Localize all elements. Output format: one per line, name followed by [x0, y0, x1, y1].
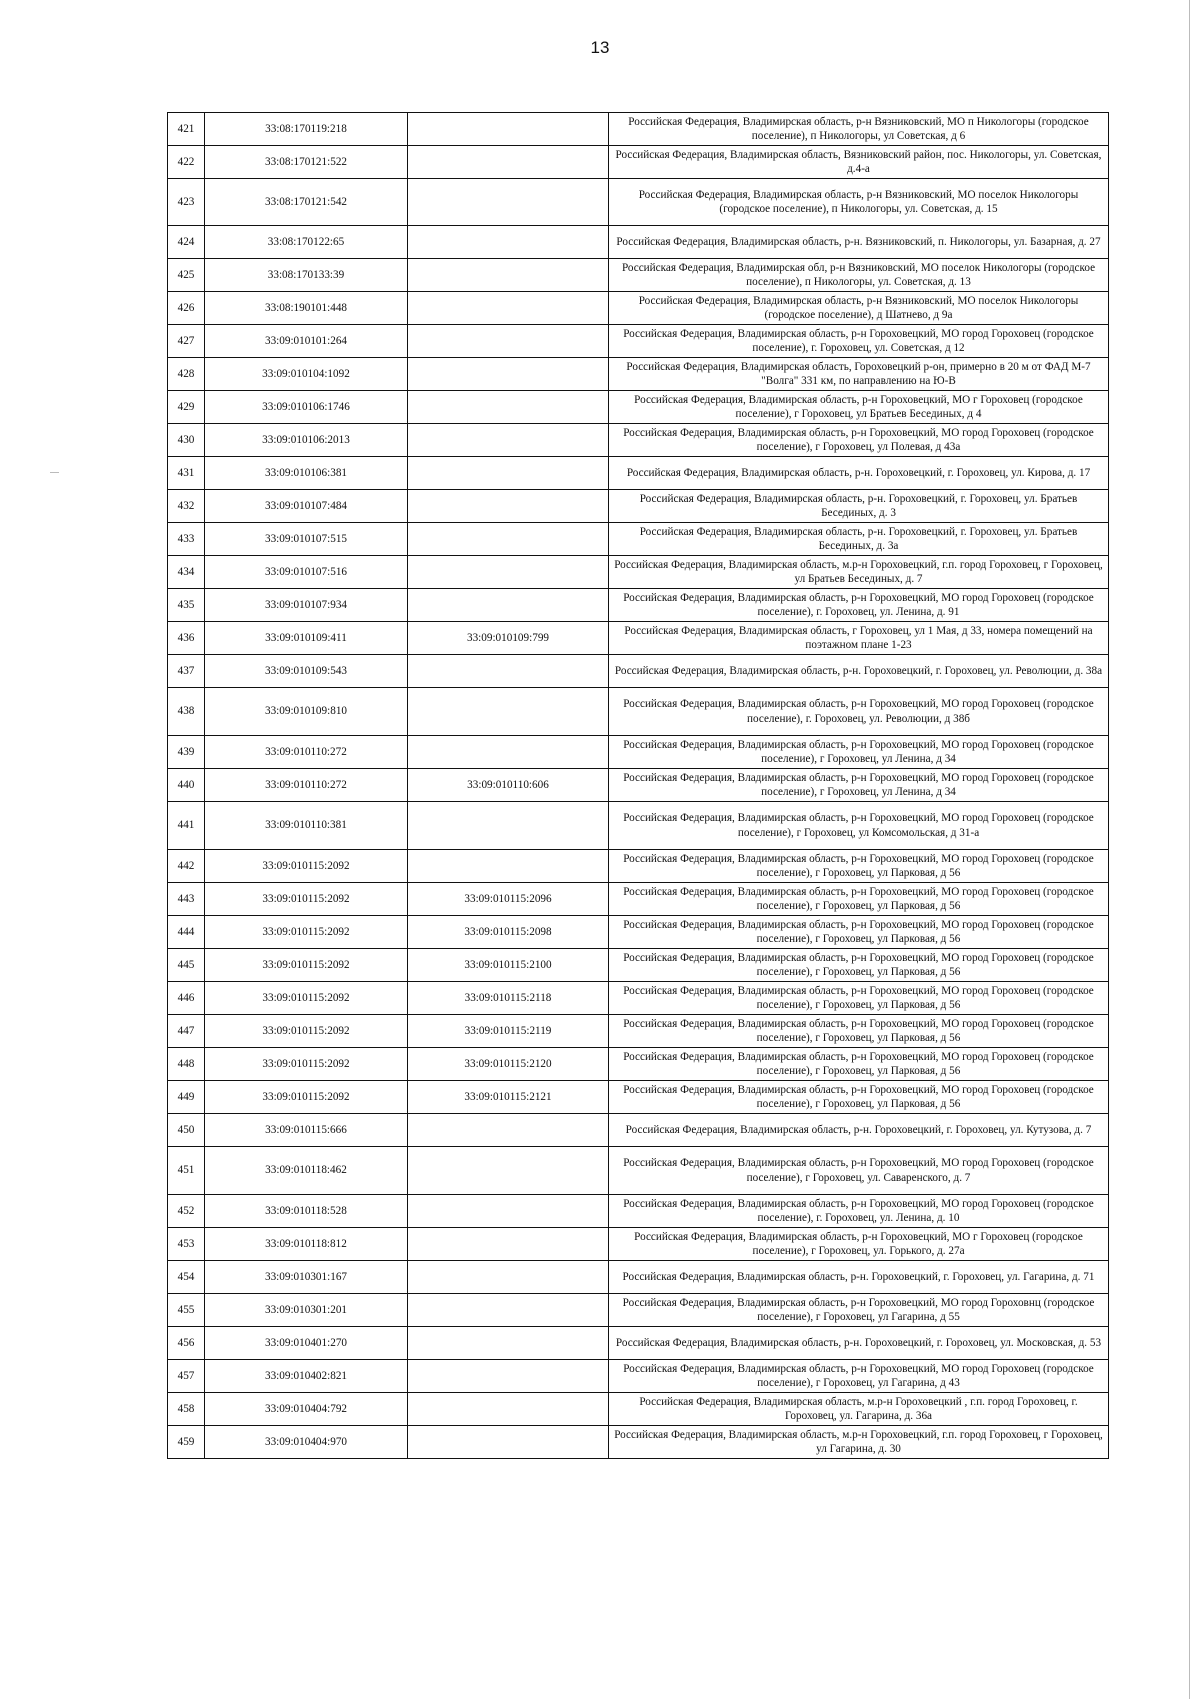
premises-cadastral-number-cell [408, 850, 609, 883]
premises-cadastral-number-cell: 33:09:010115:2119 [408, 1015, 609, 1048]
registry-table [167, 112, 1109, 1459]
address-cell: Российская Федерация, Владимирская область, р-н. Гороховецкий, г. Гороховец, ул. Московская, д. 53 [609, 1327, 1109, 1360]
premises-cadastral-number-cell: 33:09:010115:2118 [408, 982, 609, 1015]
row-number-cell: 430 [168, 424, 205, 457]
address-cell: Российская Федерация, Владимирская область, р-н Гороховецкий, МО город Гороховец (городское поселение), г Гороховец, ул Парковая, д 56 [609, 883, 1109, 916]
premises-cadastral-number-cell [408, 1360, 609, 1393]
cadastral-number-cell: 33:09:010109:411 [205, 622, 408, 655]
address-cell: Российская Федерация, Владимирская область, м.р-н Гороховецкий, г.п. город Гороховец, г Гороховец, ул Братьев Бесединых, д. 7 [609, 556, 1109, 589]
address-cell: Российская Федерация, Владимирская область, Гороховецкий р-он, примерно в 20 м от ФАД М-7 "Волга" 331 км, по направлению на Ю-В [609, 358, 1109, 391]
table-row [168, 292, 1109, 325]
premises-cadastral-number-cell: 33:09:010115:2120 [408, 1048, 609, 1081]
cadastral-number-cell: 33:09:010106:1746 [205, 391, 408, 424]
address-cell: Российская Федерация, Владимирская область, р-н Гороховецкий, МО город Гороховец (городское поселение), г. Гороховец, ул. Революции, д 38б [609, 688, 1109, 736]
premises-cadastral-number-cell: 33:09:010115:2096 [408, 883, 609, 916]
address-cell: Российская Федерация, Владимирская область, р-н Гороховецкий, МО город Гороховец (городское поселение), г Гороховец, ул Комсомольская, д 31-а [609, 802, 1109, 850]
premises-cadastral-number-cell [408, 1393, 609, 1426]
table-row [168, 1147, 1109, 1195]
premises-cadastral-number-cell [408, 523, 609, 556]
table-row [168, 688, 1109, 736]
table-row [168, 769, 1109, 802]
premises-cadastral-number-cell [408, 1327, 609, 1360]
address-cell: Российская Федерация, Владимирская область, р-н Гороховецкий, МО город Гороховец (городское поселение), г Гороховец, ул Парковая, д 56 [609, 1015, 1109, 1048]
table-row [168, 146, 1109, 179]
row-number-cell: 454 [168, 1261, 205, 1294]
row-number-cell: 447 [168, 1015, 205, 1048]
table-row [168, 1360, 1109, 1393]
row-number-cell: 452 [168, 1195, 205, 1228]
address-cell: Российская Федерация, Владимирская область, р-н Гороховецкий, МО город Гороховец (городское поселение), г. Гороховец, ул. Советская, д 12 [609, 325, 1109, 358]
cadastral-number-cell: 33:09:010106:2013 [205, 424, 408, 457]
table-row [168, 802, 1109, 850]
table-row [168, 655, 1109, 688]
row-number-cell: 438 [168, 688, 205, 736]
cadastral-number-cell: 33:09:010115:2092 [205, 1081, 408, 1114]
row-number-cell: 422 [168, 146, 205, 179]
premises-cadastral-number-cell [408, 802, 609, 850]
table-row [168, 457, 1109, 490]
premises-cadastral-number-cell: 33:09:010115:2098 [408, 916, 609, 949]
address-cell: Российская Федерация, Владимирская область, м.р-н Гороховецкий , г.п. город Гороховец, г. Гороховец, ул. Гагарина, д. 36а [609, 1393, 1109, 1426]
cadastral-number-cell: 33:09:010401:270 [205, 1327, 408, 1360]
address-cell: Российская Федерация, Владимирская область, р-н Гороховецкий, МО город Гороховец (городское поселение), г Гороховец, ул Парковая, д 56 [609, 850, 1109, 883]
row-number-cell: 444 [168, 916, 205, 949]
premises-cadastral-number-cell [408, 655, 609, 688]
premises-cadastral-number-cell: 33:09:010115:2121 [408, 1081, 609, 1114]
row-number-cell: 424 [168, 226, 205, 259]
table-row [168, 325, 1109, 358]
cadastral-number-cell: 33:08:170121:522 [205, 146, 408, 179]
cadastral-number-cell: 33:09:010115:2092 [205, 850, 408, 883]
row-number-cell: 428 [168, 358, 205, 391]
address-cell: Российская Федерация, Владимирская область, р-н Гороховецкий, МО город Гороховец (городское поселение), г Гороховец, ул Парковая, д 56 [609, 982, 1109, 1015]
address-cell: Российская Федерация, Владимирская область, р-н Гороховецкий, МО город Гороховнц (городское поселение), г Гороховец, ул Гагарина, д 55 [609, 1294, 1109, 1327]
cadastral-number-cell: 33:09:010115:2092 [205, 949, 408, 982]
table-row [168, 1015, 1109, 1048]
address-cell: Российская Федерация, Владимирская область, р-н Вязниковский, МО поселок Никологоры (городское поселение), п Никологоры, ул. Советская, д. 15 [609, 179, 1109, 226]
address-cell: Российская Федерация, Владимирская область, р-н Гороховецкий, МО город Гороховец (городское поселение), г. Гороховец, ул. Ленина, д. 10 [609, 1195, 1109, 1228]
cadastral-number-cell: 33:08:170122:65 [205, 226, 408, 259]
row-number-cell: 433 [168, 523, 205, 556]
table-row [168, 1228, 1109, 1261]
table-row [168, 1426, 1109, 1459]
address-cell: Российская Федерация, Владимирская область, р-н Вязниковский, МО поселок Никологоры (городское поселение), д Шатнево, д 9а [609, 292, 1109, 325]
cadastral-number-cell: 33:08:170121:542 [205, 179, 408, 226]
premises-cadastral-number-cell [408, 736, 609, 769]
row-number-cell: 442 [168, 850, 205, 883]
cadastral-number-cell: 33:09:010118:528 [205, 1195, 408, 1228]
cadastral-number-cell: 33:09:010107:516 [205, 556, 408, 589]
row-number-cell: 421 [168, 113, 205, 146]
row-number-cell: 426 [168, 292, 205, 325]
address-cell: Российская Федерация, Владимирская обл, р-н Вязниковский, МО поселок Никологоры (городское поселение), п Никологоры, ул. Советская, д. 13 [609, 259, 1109, 292]
address-cell: Российская Федерация, Владимирская область, р-н Гороховецкий, МО г Гороховец (городское поселение), г Гороховец, ул Братьев Бесединых, д 4 [609, 391, 1109, 424]
table-row [168, 949, 1109, 982]
row-number-cell: 459 [168, 1426, 205, 1459]
table-row [168, 1195, 1109, 1228]
row-number-cell: 453 [168, 1228, 205, 1261]
premises-cadastral-number-cell [408, 1294, 609, 1327]
address-cell: Российская Федерация, Владимирская область, м.р-н Гороховецкий, г.п. город Гороховец, г Гороховец, ул Гагарина, д. 30 [609, 1426, 1109, 1459]
cadastral-number-cell: 33:09:010301:167 [205, 1261, 408, 1294]
row-number-cell: 425 [168, 259, 205, 292]
table-row [168, 490, 1109, 523]
table-row [168, 179, 1109, 226]
table-row [168, 883, 1109, 916]
table-row [168, 113, 1109, 146]
table-row [168, 556, 1109, 589]
address-cell: Российская Федерация, Владимирская область, р-н Гороховецкий, МО город Гороховец (городское поселение), г Гороховец, ул Ленина, д 34 [609, 736, 1109, 769]
table-row [168, 1048, 1109, 1081]
address-cell: Российская Федерация, Владимирская область, р-н Гороховецкий, МО город Гороховец (городское поселение), г Гороховец, ул Ленина, д 34 [609, 769, 1109, 802]
cadastral-number-cell: 33:09:010115:666 [205, 1114, 408, 1147]
table-row [168, 1081, 1109, 1114]
premises-cadastral-number-cell [408, 1147, 609, 1195]
address-cell: Российская Федерация, Владимирская область, р-н. Вязниковский, п. Никологоры, ул. Базарная, д. 27 [609, 226, 1109, 259]
page-number: 13 [590, 38, 610, 57]
cadastral-number-cell: 33:09:010109:810 [205, 688, 408, 736]
row-number-cell: 455 [168, 1294, 205, 1327]
premises-cadastral-number-cell [408, 292, 609, 325]
cadastral-number-cell: 33:09:010107:484 [205, 490, 408, 523]
cadastral-number-cell: 33:09:010115:2092 [205, 1015, 408, 1048]
premises-cadastral-number-cell [408, 226, 609, 259]
cadastral-number-cell: 33:09:010104:1092 [205, 358, 408, 391]
premises-cadastral-number-cell [408, 113, 609, 146]
premises-cadastral-number-cell [408, 424, 609, 457]
cadastral-number-cell: 33:09:010115:2092 [205, 916, 408, 949]
cadastral-number-cell: 33:09:010404:970 [205, 1426, 408, 1459]
address-cell: Российская Федерация, Владимирская область, р-н. Гороховецкий, г. Гороховец, ул. Революции, д. 38а [609, 655, 1109, 688]
cadastral-number-cell: 33:09:010101:264 [205, 325, 408, 358]
table-row [168, 424, 1109, 457]
row-number-cell: 450 [168, 1114, 205, 1147]
premises-cadastral-number-cell: 33:09:010109:799 [408, 622, 609, 655]
scan-edge-line [1189, 0, 1190, 1699]
row-number-cell: 436 [168, 622, 205, 655]
row-number-cell: 448 [168, 1048, 205, 1081]
address-cell: Российская Федерация, Владимирская область, р-н Гороховецкий, МО город Гороховец (городское поселение), г. Гороховец, ул. Ленина, д. 91 [609, 589, 1109, 622]
premises-cadastral-number-cell [408, 325, 609, 358]
row-number-cell: 439 [168, 736, 205, 769]
row-number-cell: 440 [168, 769, 205, 802]
premises-cadastral-number-cell [408, 259, 609, 292]
table-row [168, 226, 1109, 259]
row-number-cell: 427 [168, 325, 205, 358]
premises-cadastral-number-cell [408, 146, 609, 179]
address-cell: Российская Федерация, Владимирская область, г Гороховец, ул 1 Мая, д 33, номера помещений на поэтажном плане 1-23 [609, 622, 1109, 655]
cadastral-number-cell: 33:09:010301:201 [205, 1294, 408, 1327]
premises-cadastral-number-cell [408, 457, 609, 490]
cadastral-number-cell: 33:08:190101:448 [205, 292, 408, 325]
scan-mark [50, 472, 59, 473]
registry-table-body [168, 113, 1109, 1459]
cadastral-number-cell: 33:09:010402:821 [205, 1360, 408, 1393]
row-number-cell: 429 [168, 391, 205, 424]
address-cell: Российская Федерация, Владимирская область, р-н. Гороховецкий, г. Гороховец, ул. Гагарина, д. 71 [609, 1261, 1109, 1294]
table-row [168, 523, 1109, 556]
cadastral-number-cell: 33:09:010404:792 [205, 1393, 408, 1426]
table-row [168, 358, 1109, 391]
premises-cadastral-number-cell [408, 688, 609, 736]
table-row [168, 1261, 1109, 1294]
cadastral-number-cell: 33:08:170119:218 [205, 113, 408, 146]
premises-cadastral-number-cell [408, 391, 609, 424]
cadastral-number-cell: 33:09:010115:2092 [205, 883, 408, 916]
premises-cadastral-number-cell [408, 1261, 609, 1294]
address-cell: Российская Федерация, Владимирская область, р-н Гороховецкий, МО город Гороховец (городское поселение), г Гороховец, ул Гагарина, д 43 [609, 1360, 1109, 1393]
table-row [168, 982, 1109, 1015]
cadastral-number-cell: 33:08:170133:39 [205, 259, 408, 292]
table-row [168, 622, 1109, 655]
address-cell: Российская Федерация, Владимирская область, р-н Вязниковский, МО п Никологоры (городское поселение), п Никологоры, ул Советская, д 6 [609, 113, 1109, 146]
row-number-cell: 434 [168, 556, 205, 589]
cadastral-number-cell: 33:09:010106:381 [205, 457, 408, 490]
row-number-cell: 445 [168, 949, 205, 982]
address-cell: Российская Федерация, Владимирская область, р-н Гороховецкий, МО город Гороховец (городское поселение), г Гороховец, ул Парковая, д 56 [609, 1048, 1109, 1081]
address-cell: Российская Федерация, Владимирская область, р-н Гороховецкий, МО город Гороховец (городское поселение), г Гороховец, ул Парковая, д 56 [609, 949, 1109, 982]
cadastral-number-cell: 33:09:010110:272 [205, 769, 408, 802]
table-row [168, 850, 1109, 883]
premises-cadastral-number-cell [408, 556, 609, 589]
row-number-cell: 446 [168, 982, 205, 1015]
premises-cadastral-number-cell [408, 358, 609, 391]
premises-cadastral-number-cell [408, 589, 609, 622]
row-number-cell: 435 [168, 589, 205, 622]
premises-cadastral-number-cell: 33:09:010110:606 [408, 769, 609, 802]
premises-cadastral-number-cell: 33:09:010115:2100 [408, 949, 609, 982]
table-row [168, 1294, 1109, 1327]
row-number-cell: 431 [168, 457, 205, 490]
address-cell: Российская Федерация, Владимирская область, р-н Гороховецкий, МО город Гороховец (городское поселение), г Гороховец, ул Парковая, д 56 [609, 1081, 1109, 1114]
address-cell: Российская Федерация, Владимирская область, р-н. Гороховецкий, г. Гороховец, ул. Братьев Бесединых, д. 3 [609, 490, 1109, 523]
cadastral-number-cell: 33:09:010118:462 [205, 1147, 408, 1195]
row-number-cell: 457 [168, 1360, 205, 1393]
premises-cadastral-number-cell [408, 490, 609, 523]
table-row [168, 1114, 1109, 1147]
address-cell: Российская Федерация, Владимирская область, Вязниковский район, пос. Никологоры, ул. Советская, д.4-а [609, 146, 1109, 179]
cadastral-number-cell: 33:09:010107:515 [205, 523, 408, 556]
address-cell: Российская Федерация, Владимирская область, р-н. Гороховецкий, г. Гороховец, ул. Кирова, д. 17 [609, 457, 1109, 490]
table-row [168, 736, 1109, 769]
address-cell: Российская Федерация, Владимирская область, р-н. Гороховецкий, г. Гороховец, ул. Кутузова, д. 7 [609, 1114, 1109, 1147]
premises-cadastral-number-cell [408, 1228, 609, 1261]
table-row [168, 1393, 1109, 1426]
row-number-cell: 432 [168, 490, 205, 523]
row-number-cell: 458 [168, 1393, 205, 1426]
address-cell: Российская Федерация, Владимирская область, р-н Гороховецкий, МО г Гороховец (городское поселение), г Гороховец, ул. Горького, д. 27а [609, 1228, 1109, 1261]
cadastral-number-cell: 33:09:010107:934 [205, 589, 408, 622]
premises-cadastral-number-cell [408, 1426, 609, 1459]
cadastral-number-cell: 33:09:010118:812 [205, 1228, 408, 1261]
cadastral-number-cell: 33:09:010115:2092 [205, 982, 408, 1015]
table-row [168, 1327, 1109, 1360]
cadastral-number-cell: 33:09:010110:381 [205, 802, 408, 850]
table-row [168, 391, 1109, 424]
cadastral-number-cell: 33:09:010110:272 [205, 736, 408, 769]
address-cell: Российская Федерация, Владимирская область, р-н Гороховецкий, МО город Гороховец (городское поселение), г Гороховец, ул. Саваренского, д. 7 [609, 1147, 1109, 1195]
row-number-cell: 437 [168, 655, 205, 688]
premises-cadastral-number-cell [408, 1114, 609, 1147]
row-number-cell: 451 [168, 1147, 205, 1195]
premises-cadastral-number-cell [408, 179, 609, 226]
table-row [168, 916, 1109, 949]
row-number-cell: 456 [168, 1327, 205, 1360]
table-row [168, 259, 1109, 292]
row-number-cell: 423 [168, 179, 205, 226]
premises-cadastral-number-cell [408, 1195, 609, 1228]
cadastral-number-cell: 33:09:010109:543 [205, 655, 408, 688]
row-number-cell: 449 [168, 1081, 205, 1114]
cadastral-number-cell: 33:09:010115:2092 [205, 1048, 408, 1081]
address-cell: Российская Федерация, Владимирская область, р-н Гороховецкий, МО город Гороховец (городское поселение), г Гороховец, ул Полевая, д 43а [609, 424, 1109, 457]
address-cell: Российская Федерация, Владимирская область, р-н Гороховецкий, МО город Гороховец (городское поселение), г Гороховец, ул Парковая, д 56 [609, 916, 1109, 949]
table-row [168, 589, 1109, 622]
row-number-cell: 443 [168, 883, 205, 916]
row-number-cell: 441 [168, 802, 205, 850]
address-cell: Российская Федерация, Владимирская область, р-н. Гороховецкий, г. Гороховец, ул. Братьев Бесединых, д. 3а [609, 523, 1109, 556]
